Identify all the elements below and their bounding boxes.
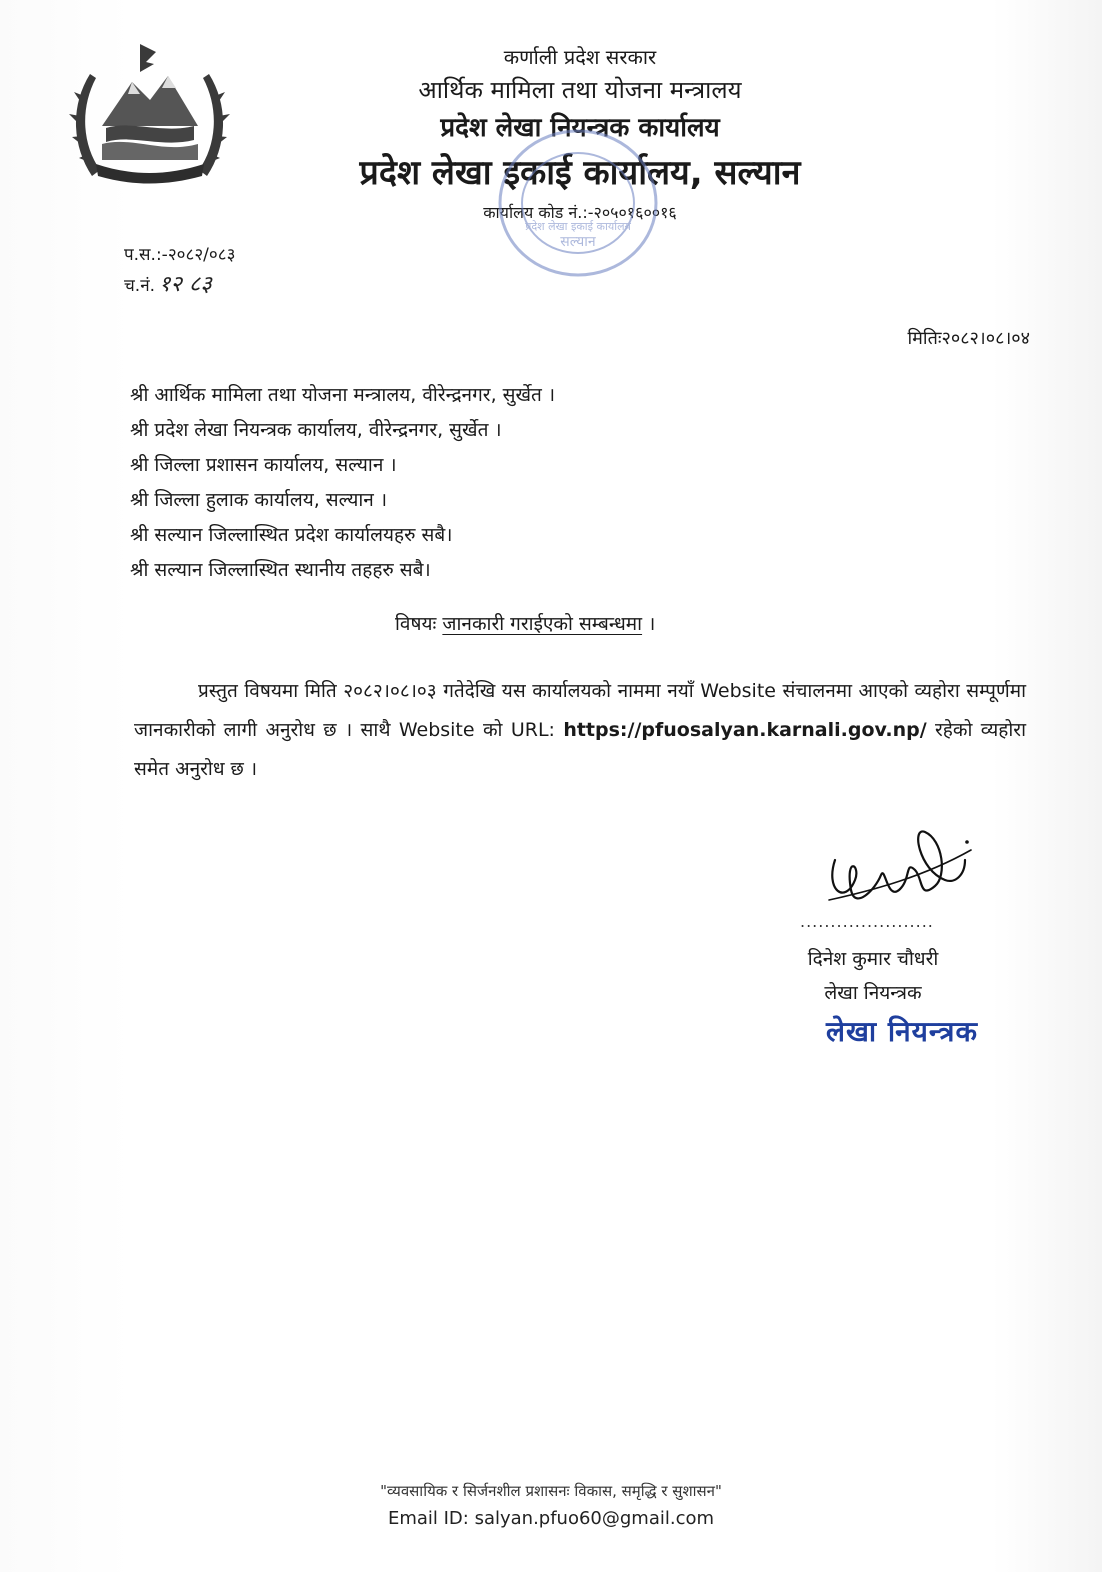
signer-title: लेखा नियन्त्रक (824, 982, 922, 1004)
office-stamp-icon (478, 118, 678, 288)
footer-email: Email ID: salyan.pfuo60@gmail.com (387, 1508, 715, 1529)
govt-name: कर्णाली प्रदेश सरकार (503, 45, 657, 69)
subject-line (395, 610, 655, 636)
recipient-item: श्री प्रदेश लेखा नियन्त्रक कार्यालय, वीरेन्द्रनगर, सुर्खेत । (130, 419, 502, 441)
reference-block (124, 240, 235, 301)
stamp-text: प्रदेश लेखा इकाई कार्यालय (525, 220, 631, 233)
designation-seal: लेखा नियन्त्रक (826, 1015, 978, 1048)
body-paragraph: प्रस्तुत विषयमा मिति २०८२।०८।०३ गतेदेखि यस कार्यालयको नाममा नयाँ Website संचालनमा आएको व्यहोरा सम्पूर्णमा जानकारीको लागी अनुरोध छ । साथै Website को URL: (134, 680, 1026, 741)
recipient-item: श्री सल्यान जिल्लास्थित प्रदेश कार्यालयहरु सबै। (130, 524, 453, 546)
footer-motto: "व्यवसायिक र सिर्जनशील प्रशासनः विकास, समृद्धि र सुशासन" (380, 1482, 722, 1500)
letter-body (134, 672, 1026, 789)
dispatch-number (124, 270, 235, 301)
signature-line: ...................... (800, 912, 934, 931)
ministry-name: आर्थिक मामिला तथा योजना मन्त्रालय (418, 76, 742, 104)
recipients-list (130, 378, 555, 588)
body-paragraph-end: रहेको व्यहोरा समेत अनुरोध छ । (134, 719, 1026, 780)
signature-icon (815, 820, 975, 920)
letter-footer (0, 1478, 1102, 1534)
unit-office-name: प्रदेश लेखा इकाई कार्यालय, सल्यान (359, 153, 801, 193)
subject-label: विषयः (395, 613, 437, 635)
subject-end: । (642, 613, 656, 635)
signer-name: दिनेश कुमार चौधरी (807, 948, 939, 970)
letter-number: प.स.:-२०८२/०८३ (124, 245, 236, 265)
website-url: https://pfuosalyan.karnali.gov.np/ (563, 719, 927, 741)
stamp-place: सल्यान (560, 234, 596, 250)
recipient-item: श्री जिल्ला हुलाक कार्यालय, सल्यान । (130, 489, 388, 511)
recipient-item: श्री सल्यान जिल्लास्थित स्थानीय तहहरु सबै। (130, 559, 431, 581)
dispatch-value: १२ ८३ (159, 272, 212, 297)
controller-office-name: प्रदेश लेखा नियन्त्रक कार्यालय (440, 113, 720, 143)
subject-text: जानकारी गराईएको सम्बन्धमा (442, 613, 643, 635)
nepal-emblem-icon (62, 36, 237, 186)
recipient-item: श्री आर्थिक मामिला तथा योजना मन्त्रालय, वीरेन्द्रनगर, सुर्खेत । (130, 384, 556, 406)
office-code: कार्यालय कोड नं.:-२०५०१६००१६ (483, 203, 677, 222)
letter-date: मितिः२०८२।०८।०४ (907, 328, 1030, 349)
signer-block (788, 942, 958, 1010)
recipient-item: श्री जिल्ला प्रशासन कार्यालय, सल्यान । (130, 454, 397, 476)
dispatch-label: च.नं. (124, 276, 156, 296)
